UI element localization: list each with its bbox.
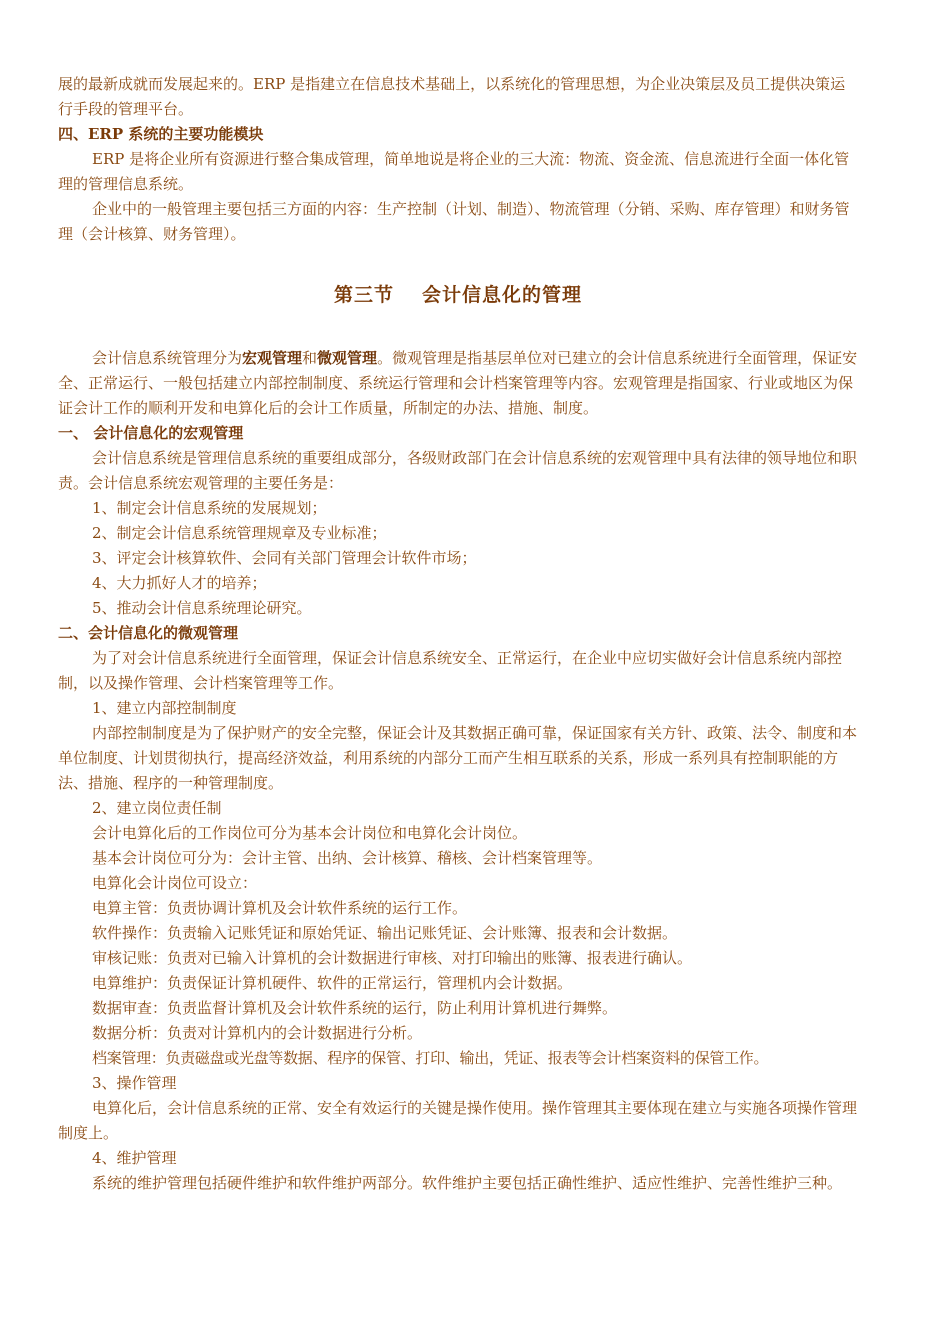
macro-task-item: 3、评定会计核算软件、会同有关部门管理会计软件市场；: [92, 549, 477, 567]
position-line: 电算化会计岗位可设立：: [92, 874, 258, 892]
position-line: 电算维护：负责保证计算机硬件、软件的正常运行，管理机内会计数据。: [92, 974, 573, 992]
overview-pre: 会计信息系统管理分为: [92, 349, 243, 367]
micro-term: 微观管理: [317, 349, 378, 367]
subsection-title: 4、维护管理: [92, 1149, 177, 1167]
section-title-text: 会计信息化的管理: [422, 284, 583, 306]
micro-paragraph: 为了对会计信息系统进行全面管理，保证会计信息系统安全、正常运行，在企业中应切实做好会计信息系统内部控制，以及操作管理、会计档案管理等工作。: [58, 649, 843, 692]
erp-modules-heading: 四、ERP 系统的主要功能模块: [58, 125, 264, 143]
macro-task-item: 4、大力抓好人才的培养；: [92, 574, 267, 592]
position-line: 档案管理：负责磁盘或光盘等数据、程序的保管、打印、输出，凭证、报表等会计档案资料的保管工作。: [92, 1049, 769, 1067]
position-line: 电算主管：负责协调计算机及会计软件系统的运行工作。: [92, 899, 468, 917]
position-line: 基本会计岗位可分为：会计主管、出纳、会计核算、稽核、会计档案管理等。: [92, 849, 603, 867]
overview-paragraph: [58, 346, 858, 421]
micro-heading: 二、会计信息化的微观管理: [58, 624, 239, 642]
section-number: 第三节: [333, 284, 394, 306]
macro-task-item: 2、制定会计信息系统管理规章及专业标准；: [92, 524, 387, 542]
macro-heading: 一、 会计信息化的宏观管理: [58, 424, 244, 442]
position-line: 数据审查：负责监督计算机及会计软件系统的运行，防止利用计算机进行舞弊。: [92, 999, 618, 1017]
subsection-title: 2、建立岗位责任制: [92, 799, 222, 817]
internal-control-paragraph: 内部控制制度是为了保护财产的安全完整，保证会计及其数据正确可靠，保证国家有关方针、政策、法令、制度和本单位制度、计划贯彻执行，提高经济效益，利用系统的内部分工而产生相互联系的关系，形成一系列具有控制职能的方法、措施、程序的一种管理制度。: [58, 724, 858, 792]
position-line: 软件操作：负责输入记账凭证和原始凭证、输出记账凭证、会计账簿、报表和会计数据。: [92, 924, 678, 942]
macro-task-item: 5、推动会计信息系统理论研究。: [92, 599, 312, 617]
section-title: [58, 283, 858, 308]
overview-and: 和: [302, 349, 318, 367]
subsection-title: 3、操作管理: [92, 1074, 177, 1092]
macro-paragraph: 会计信息系统是管理信息系统的重要组成部分，各级财政部门在会计信息系统的宏观管理中具有法律的领导地位和职责。会计信息系统宏观管理的主要任务是：: [58, 449, 858, 492]
macro-term: 宏观管理: [242, 349, 303, 367]
subsection-title: 1、建立内部控制制度: [92, 699, 237, 717]
position-line: 数据分析：负责对计算机内的会计数据进行分析。: [92, 1024, 423, 1042]
operation-paragraph: 电算化后，会计信息系统的正常、安全有效运行的关键是操作使用。操作管理其主要体现在建立与实施各项操作管理制度上。: [58, 1099, 858, 1142]
erp-modules-paragraph-1: ERP 是将企业所有资源进行整合集成管理，简单地说是将企业的三大流：物流、资金流、信息流进行全面一体化管理的管理信息系统。: [58, 150, 850, 193]
erp-modules-paragraph-2: 企业中的一般管理主要包括三方面的内容：生产控制（计划、制造）、物流管理（分销、采购、库存管理）和财务管理（会计核算、财务管理）。: [58, 200, 850, 243]
macro-task-item: 1、制定会计信息系统的发展规划；: [92, 499, 327, 517]
position-line: 会计电算化后的工作岗位可分为基本会计岗位和电算化会计岗位。: [92, 824, 528, 842]
document-page: [58, 72, 858, 1196]
overview-post: 。微观管理是指基层单位对已建立的会计信息系统进行全面管理，保证安全、正常运行、一般包括建立内部控制制度、系统运行管理和会计档案管理等内容。宏观管理是指国家、行业或地区为保证会计工作的顺利开发和电算化后的会计工作质量，所制定的办法、措施、制度。: [58, 349, 858, 417]
maintenance-paragraph: 系统的维护管理包括硬件维护和软件维护两部分。软件维护主要包括正确性维护、适应性维护、完善性维护三种。: [92, 1174, 843, 1192]
intro-paragraph: 展的最新成就而发展起来的。ERP 是指建立在信息技术基础上，以系统化的管理思想，为企业决策层及员工提供决策运行手段的管理平台。: [58, 75, 846, 118]
position-line: 审核记账：负责对已输入计算机的会计数据进行审核、对打印输出的账簿、报表进行确认。: [92, 949, 693, 967]
